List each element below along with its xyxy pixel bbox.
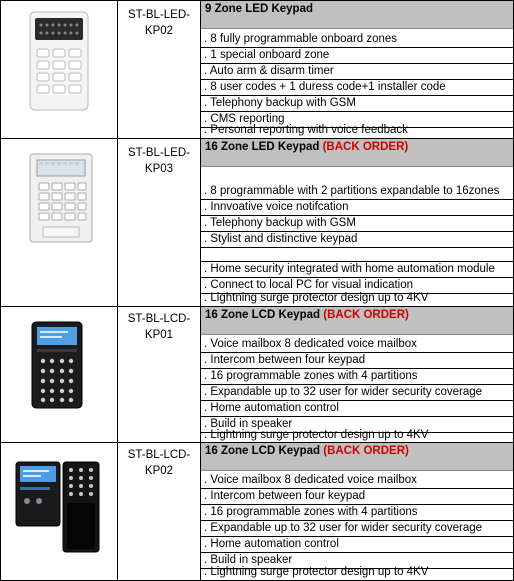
- product-title: 16 Zone LCD Keypad: [205, 309, 321, 321]
- product-row-kp03-led: [1, 139, 513, 307]
- product-row-kp01-lcd: [1, 307, 513, 443]
- feature-line: . Home automation control: [201, 401, 513, 417]
- product-title: 16 Zone LED Keypad: [205, 141, 320, 153]
- feature-line: . Expandable up to 32 user for wider security coverage: [201, 385, 513, 401]
- feature-line: . Intercom between four keypad: [201, 489, 513, 505]
- feature-line: . 1 special onboard zone: [201, 48, 513, 64]
- product-title-band: [201, 443, 513, 471]
- product-row-kp02-lcd: [1, 443, 513, 580]
- product-code-line1: ST-BL-LCD-: [127, 449, 191, 461]
- product-description: [201, 443, 513, 580]
- product-code: ST-BL-LED-KP03: [118, 139, 201, 306]
- product-title-band: [201, 139, 513, 167]
- feature-line: [201, 248, 513, 262]
- feature-line: . Innvoative voice notifcation: [201, 200, 513, 216]
- keypad-image-led-kp03: [1, 139, 118, 306]
- feature-line: . Telephony backup with GSM: [201, 96, 513, 112]
- back-order-label: (BACK ORDER): [323, 309, 409, 321]
- feature-line: . CMS reporting: [201, 112, 513, 128]
- product-title-band: [201, 307, 513, 335]
- product-code-line2: KP02: [144, 465, 174, 477]
- feature-line: . Voice mailbox 8 dedicated voice mailbox: [201, 337, 513, 353]
- product-code: [118, 307, 201, 442]
- feature-line: . Stylist and distinctive keypad: [201, 232, 513, 248]
- product-description: [201, 139, 513, 306]
- product-description: [201, 307, 513, 442]
- feature-line: . Voice mailbox 8 dedicated voice mailbox: [201, 473, 513, 489]
- feature-line: . Personal reporting with voice feedback: [204, 124, 408, 136]
- feature-line: . Home security integrated with home automation module: [201, 262, 513, 278]
- feature-line: . 16 programmable zones with 4 partitions: [201, 369, 513, 385]
- keypad-image-lcd-kp02: [1, 443, 118, 580]
- feature-line: . Build in speaker: [201, 417, 513, 433]
- feature-line: . Build in speaker: [201, 553, 513, 569]
- product-code-line1: ST-BL-LCD-: [127, 313, 191, 325]
- feature-line: . Expandable up to 32 user for wider security coverage: [201, 521, 513, 537]
- feature-line: . Lightning surge protector design up to 4KV: [204, 566, 429, 578]
- feature-line: . Home automation control: [201, 537, 513, 553]
- keypad-image-lcd-kp01: [1, 307, 118, 442]
- product-title: 9 Zone LED Keypad: [205, 3, 313, 15]
- feature-line: . Intercom between four keypad: [201, 353, 513, 369]
- keypad-image-led-kp02: [1, 1, 118, 138]
- product-description: [201, 1, 513, 138]
- product-code-line2: KP01: [144, 329, 174, 341]
- feature-line: . Connect to local PC for visual indication: [201, 278, 513, 294]
- product-title: 16 Zone LCD Keypad: [205, 445, 321, 457]
- back-order-label: (BACK ORDER): [322, 141, 409, 153]
- product-code: ST-BL-LED-KP02: [118, 1, 201, 138]
- feature-line: . 8 programmable with 2 partitions expandable to 16zones: [201, 184, 513, 200]
- feature-line: . Lightning surge protector design up to 4KV: [204, 292, 429, 304]
- feature-line: . 8 fully programmable onboard zones: [201, 32, 513, 48]
- feature-line: . Auto arm & disarm timer: [201, 64, 513, 80]
- feature-line: . Lightning surge protector design up to 4KV: [204, 429, 429, 441]
- back-order-label: (BACK ORDER): [323, 445, 409, 457]
- product-title-band: [201, 1, 513, 29]
- product-code: [118, 443, 201, 580]
- feature-line: . 8 user codes + 1 duress code+1 installer code: [201, 80, 513, 96]
- product-row-kp02-led: [1, 1, 513, 139]
- feature-line: . Telephony backup with GSM: [201, 216, 513, 232]
- feature-line: . 16 programmable zones with 4 partitions: [201, 505, 513, 521]
